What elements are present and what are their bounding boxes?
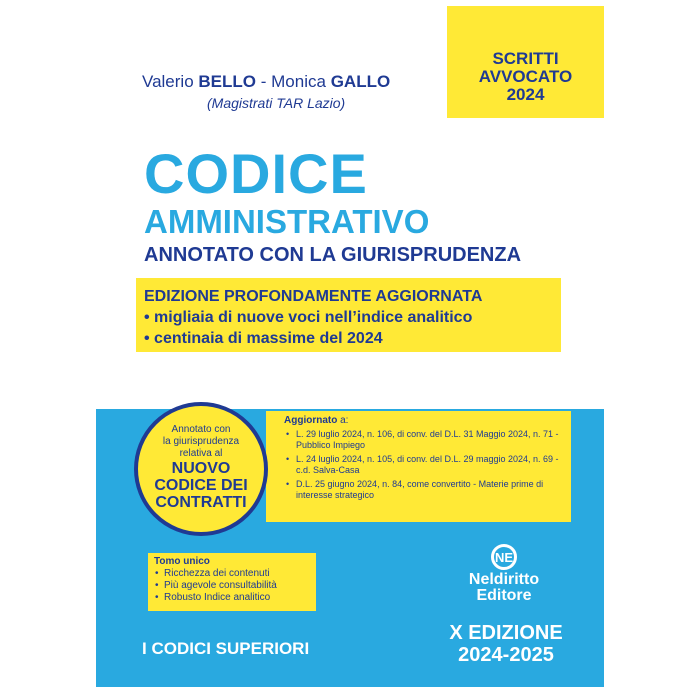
- circle-line2: la giurisprudenza: [162, 436, 240, 447]
- contracts-circle-badge: [134, 402, 268, 536]
- author2-family: GALLO: [330, 72, 391, 91]
- updates-heading: [284, 415, 565, 426]
- tomo-heading: Tomo unico: [154, 556, 210, 567]
- publisher-logo: [454, 544, 554, 604]
- updates-heading-bold: Aggiornato: [284, 415, 338, 426]
- updates-box: [266, 411, 571, 522]
- circle-line3: relativa al: [179, 448, 223, 459]
- badge-line1: SCRITTI: [492, 49, 559, 68]
- tomo-item-2: • Più agevole consultabilità: [164, 580, 316, 592]
- title-line1: CODICE: [144, 142, 368, 205]
- badge-line3: 2024: [506, 85, 545, 104]
- publisher-name1: Neldiritto: [468, 571, 540, 588]
- badge-line2: AVVOCATO: [478, 67, 573, 86]
- tomo-list: [154, 568, 316, 604]
- series-name: I CODICI SUPERIORI: [142, 639, 310, 658]
- edition-highlight-box: [136, 278, 561, 352]
- circle-big3: CONTRATTI: [155, 494, 247, 511]
- update-item-3: • D.L. 25 giugno 2024, n. 84, come convertito - Materie prime di interesse strategico: [296, 479, 565, 501]
- book-cover: [96, 6, 604, 687]
- publisher-name2: Editore: [476, 587, 532, 604]
- updates-list: [284, 429, 565, 501]
- edition-line1: X EDIZIONE: [449, 622, 563, 644]
- author-separator: -: [260, 72, 267, 91]
- update-item-2: • L. 24 luglio 2024, n. 105, di conv. del D.L. 29 maggio 2024, n. 69 - c.d. Salva-Casa: [296, 454, 565, 476]
- author1-given: Valerio: [142, 72, 194, 91]
- update-item-1: • L. 29 luglio 2024, n. 106, di conv. del D.L. 31 Maggio 2024, n. 71 - Pubblico Impiego: [296, 429, 565, 451]
- author2-given: Monica: [271, 72, 326, 91]
- updates-heading-rest: a:: [337, 415, 349, 426]
- authors-line: [142, 72, 390, 92]
- tomo-item-3: • Robusto Indice analitico: [164, 592, 316, 604]
- edition-line2: 2024-2025: [458, 644, 554, 666]
- circle-big1: NUOVO: [171, 460, 231, 477]
- circle-line1: Annotato con: [171, 424, 231, 435]
- highlight-bullet-2: • centinaia di massime del 2024: [144, 330, 383, 347]
- author1-family: BELLO: [198, 72, 256, 91]
- edition-label: [426, 622, 586, 666]
- subtitle: ANNOTATO CON LA GIURISPRUDENZA: [144, 244, 522, 266]
- publisher-mark-icon: NE: [491, 544, 517, 570]
- tomo-box: [148, 553, 316, 611]
- highlight-bullet-1: • migliaia di nuove voci nell’indice analitico: [144, 309, 473, 326]
- exam-badge: [447, 6, 604, 118]
- tomo-item-1: • Ricchezza dei contenuti: [164, 568, 316, 580]
- circle-big2: CODICE DEI: [154, 477, 248, 494]
- title-line2: AMMINISTRATIVO: [144, 203, 430, 240]
- authors-affiliation: (Magistrati TAR Lazio): [207, 95, 346, 111]
- highlight-heading: EDIZIONE PROFONDAMENTE AGGIORNATA: [144, 288, 483, 305]
